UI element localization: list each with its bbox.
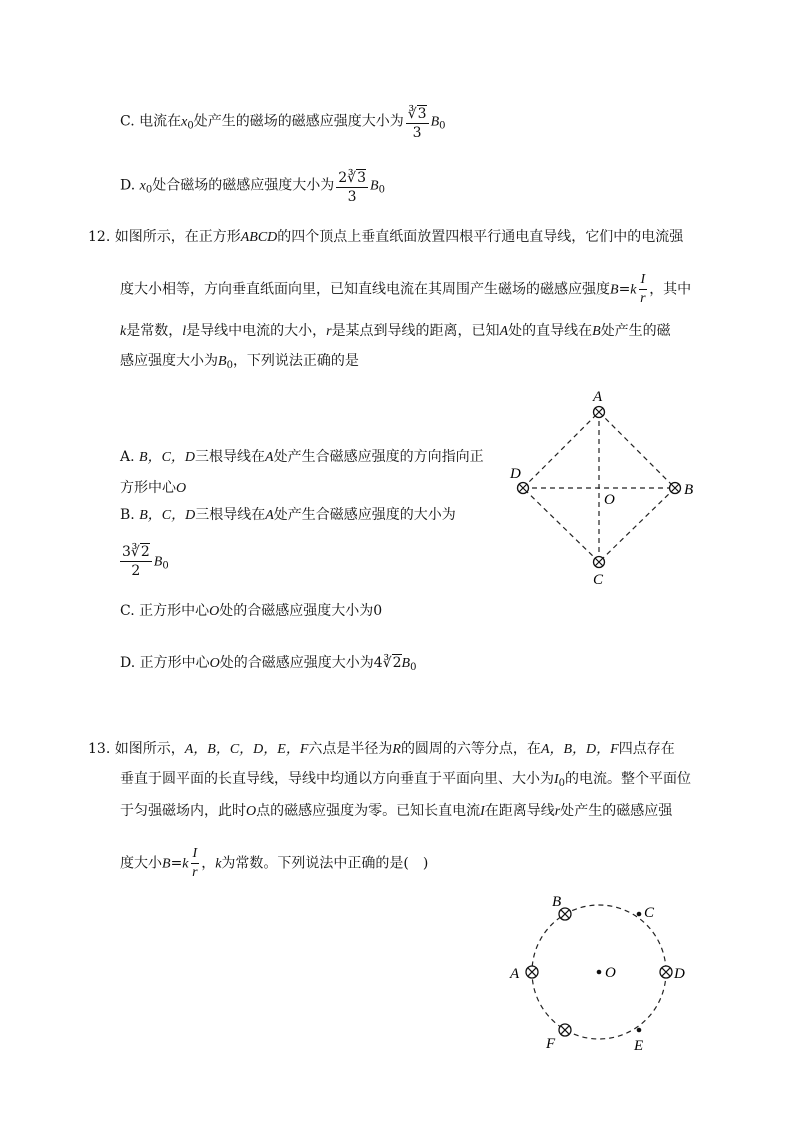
edge-DA — [523, 412, 599, 488]
label-B: B — [552, 894, 562, 910]
label-A: A — [593, 389, 603, 405]
text: 如图所示，在正方形 — [114, 229, 241, 245]
text: 三根导线在 — [195, 449, 266, 465]
vars: B，C，D — [139, 508, 196, 523]
var: A — [265, 450, 274, 465]
option-text: 电流在 — [139, 113, 182, 130]
frac-num: 3 — [357, 170, 366, 186]
var: B — [592, 324, 601, 339]
text: 处的直导线在 — [508, 323, 593, 339]
label-C: C — [593, 572, 604, 588]
frac-den: 3 — [412, 125, 422, 141]
var: O — [209, 656, 220, 671]
frac-den: r — [192, 865, 198, 880]
wire-A — [526, 966, 538, 978]
option-text-2: 处产生的磁场的磁感应强度大小为 — [193, 113, 404, 130]
label-C: C — [644, 905, 655, 921]
text: 是某点到导线的距离，已知 — [331, 323, 500, 339]
option-label: A. — [120, 449, 135, 465]
var: k — [120, 324, 127, 339]
text: 度大小相等，方向垂直纸面向里，已知直线电流在其周围产生磁场的磁感应强度 — [120, 281, 610, 298]
fraction — [639, 272, 648, 307]
q13-line-1 — [88, 738, 675, 758]
var: R — [392, 742, 401, 757]
answer-paren[interactable]: ( ) — [403, 855, 429, 872]
text: 点的磁感应强度为零。已知长直电流 — [256, 803, 481, 819]
question-number: 13. — [88, 741, 111, 757]
var-x: x — [181, 114, 188, 130]
q13-circle-diagram — [502, 890, 702, 1060]
text: 度大小 — [120, 855, 162, 872]
label-F: F — [546, 1036, 556, 1052]
frac-den: 2 — [131, 563, 141, 579]
edge-CD — [523, 488, 599, 562]
point-C — [637, 912, 642, 917]
q12-line-3 — [120, 320, 671, 340]
text: 的电流。整个平面位 — [565, 771, 692, 787]
q12-line-2 — [120, 272, 691, 307]
text: 正方形中心 — [139, 655, 210, 671]
label-A: A — [510, 966, 520, 982]
edge-AB — [599, 412, 675, 488]
label-E: E — [634, 1038, 644, 1054]
q11-option-c — [120, 104, 446, 139]
q13-line-4 — [120, 846, 428, 881]
fraction — [191, 846, 200, 881]
frac-num: 3 — [417, 106, 427, 122]
sub: 0 — [187, 120, 194, 132]
var: k — [182, 856, 189, 872]
text: 如图所示， — [114, 741, 185, 757]
q12-option-b — [120, 504, 456, 524]
label-O: O — [604, 492, 615, 508]
text: ，下列说法正确的是 — [232, 353, 359, 369]
point-E — [637, 1028, 642, 1033]
frac-coef: 3 — [122, 544, 131, 560]
text: 处产生合磁感应强度的大小为 — [273, 507, 456, 523]
var: A — [499, 324, 509, 339]
sub: 0 — [439, 120, 446, 132]
sub: 0 — [162, 560, 169, 572]
var: B — [162, 856, 171, 872]
sub: 0 — [378, 184, 385, 196]
sub: 0 — [145, 184, 153, 196]
text: 处的合磁感应强度大小为 — [219, 655, 374, 671]
var: r — [326, 324, 332, 339]
option-text: 处合磁场的磁感应强度大小为 — [152, 177, 335, 194]
var: B — [218, 354, 227, 369]
var: r — [554, 804, 561, 819]
point-O — [597, 970, 602, 975]
option-label: C. — [120, 603, 135, 619]
unit-B: B — [401, 656, 411, 671]
text: 于匀强磁场内，此时 — [120, 803, 246, 819]
q12-square-diagram — [508, 388, 708, 588]
var: k — [215, 856, 222, 872]
vars: A，B，C，D，E，F — [184, 742, 309, 757]
text: 为常数。下列说法中正确的是 — [221, 855, 404, 872]
option-label: D. — [120, 655, 136, 671]
q12-line-4 — [120, 350, 359, 371]
sub: 0 — [558, 778, 566, 789]
wire-D — [518, 483, 529, 494]
text: 方形中心 — [120, 480, 176, 496]
text: 垂直于圆平面的长直导线，导线中均通以方向垂直于平面向里、大小为 — [120, 771, 554, 787]
q12-option-d: D. 正方形中心O处的合磁感应强度大小为$4∛2B_0$ — [120, 655, 417, 673]
eq: = — [618, 281, 631, 298]
sub: 0 — [226, 360, 233, 371]
text: ， — [201, 855, 216, 872]
root: 2 — [392, 655, 402, 671]
vars: B，C，D — [139, 450, 196, 465]
text: ，其中 — [649, 281, 692, 298]
var: ABCD — [240, 230, 278, 245]
fraction: $\frac{2∛3}{3}$ — [338, 170, 366, 205]
frac-num: I — [639, 272, 648, 290]
q12-line-1 — [88, 226, 683, 246]
wire-B — [670, 483, 681, 494]
q11-option-d — [120, 168, 385, 203]
wire-F — [559, 1024, 571, 1036]
option-label: C. — [120, 113, 135, 130]
text: 在距离导线 — [484, 803, 555, 819]
text: 处产生的磁 — [600, 323, 671, 339]
frac-den: r — [640, 291, 646, 306]
var-x: x — [139, 178, 146, 194]
frac-num: I — [191, 846, 200, 864]
frac-den: 3 — [347, 189, 357, 205]
q13-line-2 — [120, 768, 691, 789]
label-B: B — [684, 482, 694, 498]
q13-line-3 — [120, 800, 672, 820]
text: 的四个顶点上垂直纸面放置四根平行通电直导线，它们中的电流强 — [277, 229, 684, 245]
unit-B: B — [370, 178, 379, 194]
option-label: B. — [120, 507, 135, 523]
sub: 0 — [410, 662, 417, 673]
var: O — [209, 604, 220, 619]
q12-option-b-value — [118, 544, 169, 579]
var: I — [480, 804, 485, 819]
label-D: D — [674, 966, 685, 982]
fraction: $\frac{3∛2}{2}$ — [122, 544, 150, 579]
option-label: D. — [120, 177, 136, 194]
text: 四点存在 — [618, 741, 675, 757]
label-O: O — [605, 965, 616, 981]
text: 是导线中电流的大小， — [186, 323, 327, 339]
unit-B: B — [153, 554, 163, 570]
frac-coef: 2 — [338, 170, 348, 186]
text: 正方形中心 — [139, 603, 210, 619]
q12-option-c — [120, 600, 382, 620]
text: 处产生合磁感应强度的方向指向正 — [273, 449, 484, 465]
vars: A，B，D，F — [540, 742, 619, 757]
text: 的圆周的六等分点，在 — [400, 741, 541, 757]
value: 0 — [373, 603, 383, 619]
question-number: 12. — [88, 229, 111, 245]
text: 三根导线在 — [195, 507, 266, 523]
wire-C — [594, 557, 605, 568]
text: 是常数， — [126, 323, 183, 339]
coef: 4 — [373, 655, 383, 671]
text: 处产生的磁感应强 — [560, 803, 673, 819]
eq: = — [170, 855, 183, 872]
frac-num: 2 — [140, 544, 150, 560]
var: O — [246, 804, 257, 819]
unit-B: B — [430, 114, 440, 130]
var: B — [610, 282, 619, 298]
label-D: D — [510, 466, 521, 482]
wire-A — [594, 407, 605, 418]
text: 感应强度大小为 — [120, 353, 218, 369]
q12-option-a — [120, 442, 484, 504]
fraction: $\frac{∛3}{3}$ — [407, 106, 427, 141]
wire-D — [660, 966, 672, 978]
var: O — [176, 481, 187, 496]
var: k — [630, 282, 637, 298]
var: l — [182, 324, 187, 339]
text: 六点是半径为 — [308, 741, 393, 757]
var: I — [554, 772, 559, 787]
text: 处的合磁感应强度大小为 — [219, 603, 374, 619]
var: A — [265, 508, 274, 523]
